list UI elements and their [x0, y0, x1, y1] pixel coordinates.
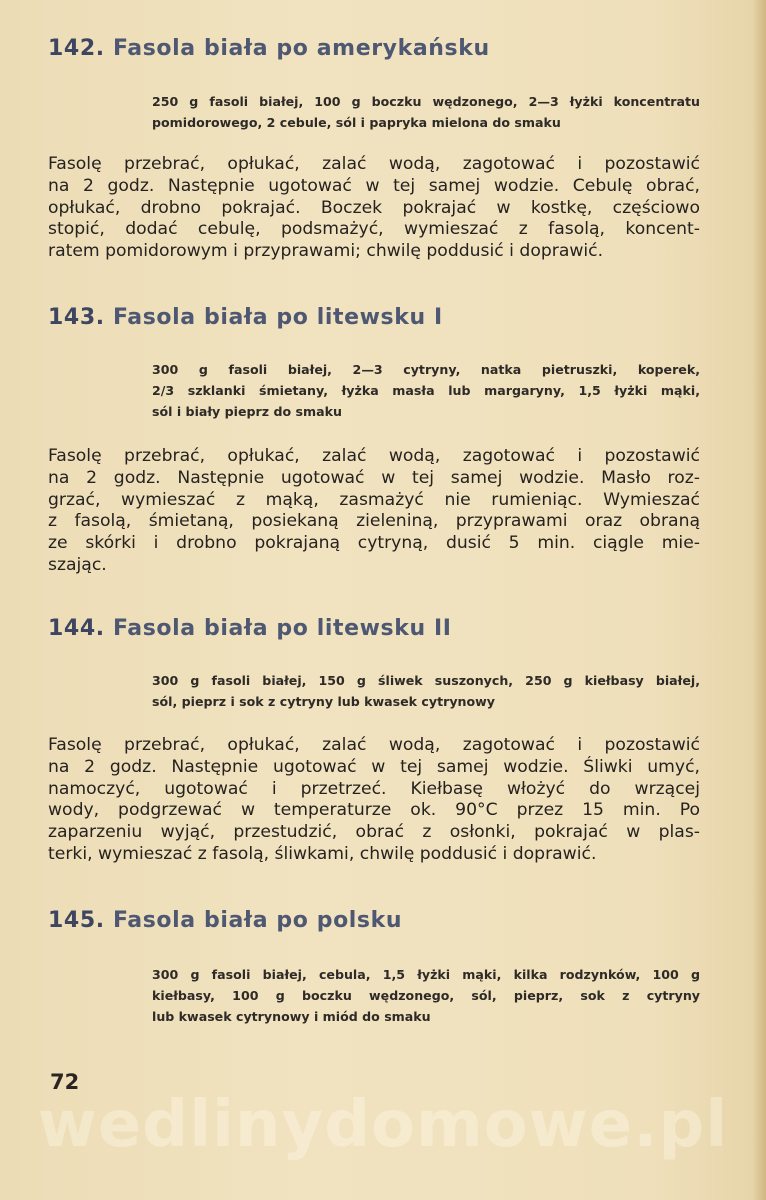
instruction-line: grzać, wymieszać z mąką, zasmażyć nie rumieniąc. Wymieszać: [48, 489, 700, 510]
instruction-line: stopić, dodać cebulę, podsmażyć, wymieszać z fasolą, koncent-: [48, 219, 700, 240]
recipe-name: Fasola biała po amerykańsku: [112, 36, 490, 61]
ingredients-line: 300 g fasoli białej, 150 g śliwek suszonych, 250 g kiełbasy białej,: [152, 673, 700, 688]
watermark: wedlinydomowe.pl: [37, 1088, 729, 1162]
ingredients-line: 300 g fasoli białej, cebula, 1,5 łyżki mąki, kilka rodzynków, 100 g: [152, 967, 700, 982]
ingredients-line: 300 g fasoli białej, 2—3 cytryny, natka pietruszki, koperek,: [152, 362, 700, 377]
ingredients-line: sól i biały pieprz do smaku: [152, 404, 342, 419]
ingredients-line: 250 g fasoli białej, 100 g boczku wędzonego, 2—3 łyżki koncentratu: [152, 94, 700, 109]
recipe-142-ingredients: [152, 91, 700, 133]
page-edge-shadow: [752, 0, 766, 1200]
ingredients-line: sól, pieprz i sok z cytryny lub kwasek cytrynowy: [152, 694, 496, 709]
page-number: 72: [50, 1070, 80, 1094]
recipe-143-instructions: [48, 446, 700, 577]
recipe-number: 143.: [48, 305, 105, 330]
instruction-line: zaparzeniu wyjąć, przestudzić, obrać z osłonki, pokrajać w plas-: [48, 822, 700, 843]
recipe-142-title: [48, 36, 490, 61]
instruction-line: na 2 godz. Następnie ugotować w tej samej wodzie. Masło roz-: [48, 467, 700, 488]
ingredients-line: lub kwasek cytrynowy i miód do smaku: [152, 1009, 431, 1024]
recipe-number: 145.: [48, 908, 105, 933]
recipe-142-instructions: [48, 154, 700, 263]
recipe-145-ingredients: [152, 964, 700, 1027]
recipe-name: Fasola biała po polsku: [112, 908, 403, 933]
instruction-line: z fasolą, śmietaną, posiekaną zieleniną, przyprawami oraz obraną: [48, 511, 700, 532]
recipe-143-title: [48, 305, 443, 330]
instruction-line: Fasolę przebrać, opłukać, zalać wodą, zagotować i pozostawić: [48, 154, 700, 174]
instruction-line: Fasolę przebrać, opłukać, zalać wodą, zagotować i pozostawić: [48, 735, 700, 755]
instruction-line: na 2 godz. Następnie ugotować w tej samej wodzie. Śliwki umyć,: [48, 756, 700, 777]
ingredients-line: kiełbasy, 100 g boczku wędzonego, sól, pieprz, sok z cytryny: [152, 988, 700, 1003]
instruction-line: namoczyć, ugotować i przetrzeć. Kiełbasę włożyć do wrzącej: [48, 778, 700, 799]
instruction-line: wody, podgrzewać w temperaturze ok. 90°C przez 15 min. Po: [48, 800, 700, 821]
instruction-line: ratem pomidorowym i przyprawami; chwilę poddusić i doprawić.: [48, 241, 604, 262]
instruction-line: terki, wymieszać z fasolą, śliwkami, chwilę poddusić i doprawić.: [48, 843, 597, 864]
recipe-name: Fasola biała po litewsku I: [112, 305, 443, 330]
recipe-143-ingredients: [152, 359, 700, 422]
recipe-144-instructions: [48, 735, 700, 866]
instruction-line: ze skórki i drobno pokrajaną cytryną, dusić 5 min. ciągle mie-: [48, 533, 700, 554]
ingredients-line: 2/3 szklanki śmietany, łyżka masła lub margaryny, 1,5 łyżki mąki,: [152, 383, 700, 398]
recipe-number: 144.: [48, 616, 105, 641]
instruction-line: Fasolę przebrać, opłukać, zalać wodą, zagotować i pozostawić: [48, 446, 700, 466]
instruction-line: opłukać, drobno pokrajać. Boczek pokrajać w kostkę, częściowo: [48, 197, 700, 218]
ingredients-line: pomidorowego, 2 cebule, sól i papryka mielona do smaku: [152, 115, 561, 130]
recipe-144-title: [48, 616, 452, 641]
recipe-number: 142.: [48, 36, 105, 61]
recipe-name: Fasola biała po litewsku II: [112, 616, 452, 641]
recipe-144-ingredients: [152, 670, 700, 712]
instruction-line: szając.: [48, 554, 107, 575]
recipe-145-title: [48, 908, 402, 933]
instruction-line: na 2 godz. Następnie ugotować w tej samej wodzie. Cebulę obrać,: [48, 175, 700, 196]
